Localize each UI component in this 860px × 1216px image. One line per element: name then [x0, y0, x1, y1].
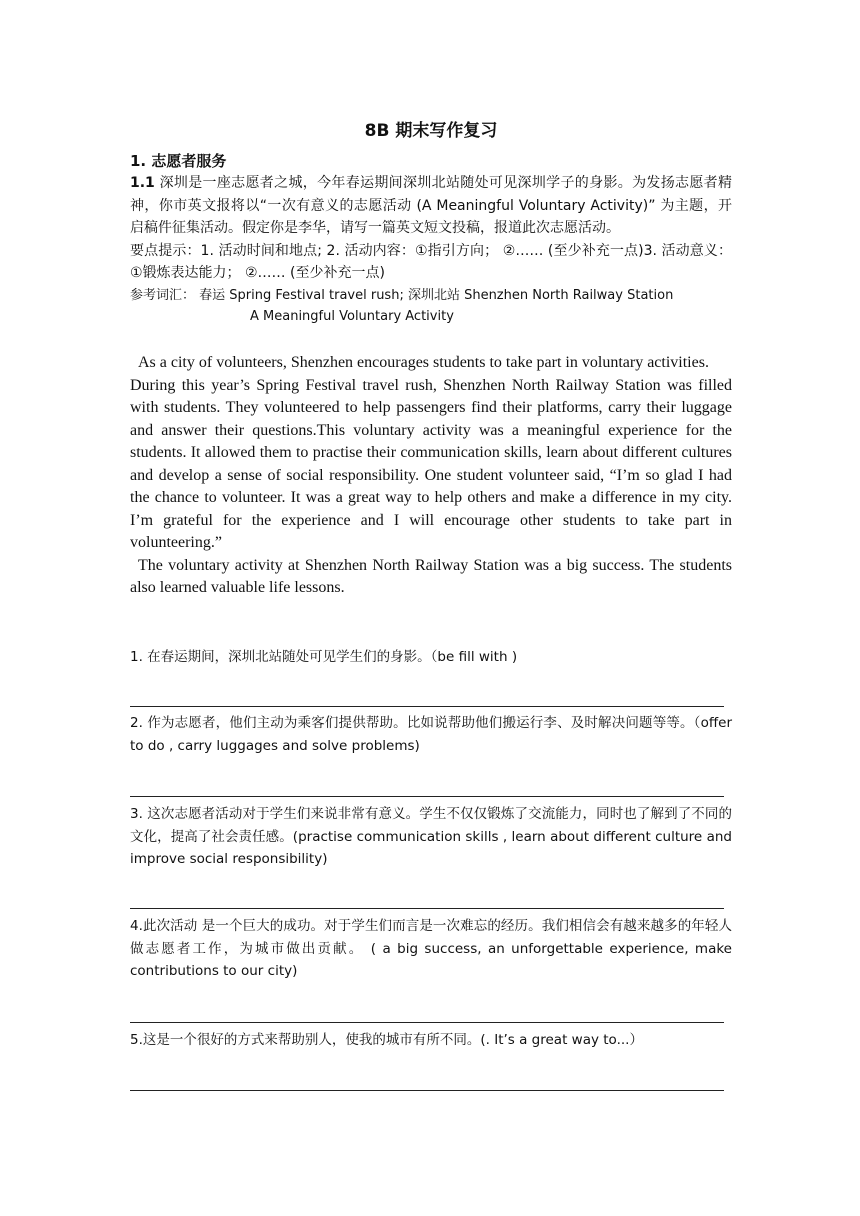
- vocab-line-1: 参考词汇： 春运 Spring Festival travel rush; 深圳北站 Shenzhen North Railway Station: [130, 287, 674, 303]
- answer-line-1[interactable]: [130, 706, 724, 707]
- task-tips: 要点提示：1. 活动时间和地点; 2. 活动内容：①指引方向； ②…… (至少补充一点)3. 活动意义：①锻炼表达能力； ②…… (至少补充一点): [130, 242, 732, 281]
- answer-line-2[interactable]: [130, 796, 724, 797]
- answer-line-3[interactable]: [130, 908, 724, 909]
- essay-paragraph-2: During this year’s Spring Festival travel rush, Shenzhen North Railway Station was filled with students. They volunteered to help passengers find their platforms, carry their luggage and answer their questions.This voluntary activity was a meaningful experience for the students. It allowed them to practise their communication skills, learn about different cultures and develop a sense of social responsibility. One student volunteer said, “I’m so glad I had the chance to volunteer. It was a great way to help others and make a difference in my city. I’m grateful for the experience and I will encourage other students to take part in volunteering.”: [130, 376, 732, 551]
- question-text: 4.此次活动 是一个巨大的成功。对于学生们而言是一次难忘的经历。我们相信会有越来越多的年轻人做志愿者工作，为城市做出贡献。 ( a big success, an unforgettable experience, make contributions to our city): [130, 918, 732, 979]
- essay-paragraph-1: As a city of volunteers, Shenzhen encourages students to take part in voluntary activities.: [138, 354, 709, 371]
- translation-question-2: [130, 712, 732, 757]
- task-number: 1.1: [130, 175, 155, 191]
- translation-question-5: [130, 1029, 732, 1052]
- task-prompt: [130, 172, 732, 240]
- task-description: [130, 172, 732, 327]
- answer-line-4[interactable]: [130, 1022, 724, 1023]
- page-title: 8B 期末写作复习: [364, 121, 498, 141]
- question-text: 3. 这次志愿者活动对于学生们来说非常有意义。学生不仅仅锻炼了交流能力，同时也了解到了不同的文化，提高了社会责任感。(practise communication skills , learn about different culture and improve social responsibility): [130, 806, 732, 867]
- translation-question-1: [130, 646, 732, 669]
- answer-line-5[interactable]: [130, 1090, 724, 1091]
- question-text: 5.这是一个很好的方式来帮助别人，使我的城市有所不同。(. It’s a great way to...）: [130, 1032, 643, 1048]
- section-heading: 1. 志愿者服务: [130, 152, 227, 170]
- question-text: 1. 在春运期间，深圳北站随处可见学生们的身影。（be fill with ): [130, 649, 518, 665]
- essay-paragraph-3: The voluntary activity at Shenzhen North Railway Station was a big success. The students also learned valuable life lessons.: [130, 556, 732, 596]
- vocab-reference: [130, 285, 732, 327]
- translation-question-3: [130, 803, 732, 871]
- task-text: 深圳是一座志愿者之城，今年春运期间深圳北站随处可见深圳学子的身影。为发扬志愿者精神，你市英文报将以“一次有意义的志愿活动 (A Meaningful Voluntary Activity)” 为主题，开启稿件征集活动。假定你是李华，请写一篇英文短文投稿，报道此次志愿活动。: [130, 175, 732, 236]
- model-essay: [130, 352, 732, 600]
- vocab-line-2: A Meaningful Voluntary Activity: [250, 308, 454, 324]
- question-text: 2. 作为志愿者，他们主动为乘客们提供帮助。比如说帮助他们搬运行李、及时解决问题等等。（offer to do , carry luggages and solve problems): [130, 715, 732, 754]
- translation-question-4: [130, 915, 732, 983]
